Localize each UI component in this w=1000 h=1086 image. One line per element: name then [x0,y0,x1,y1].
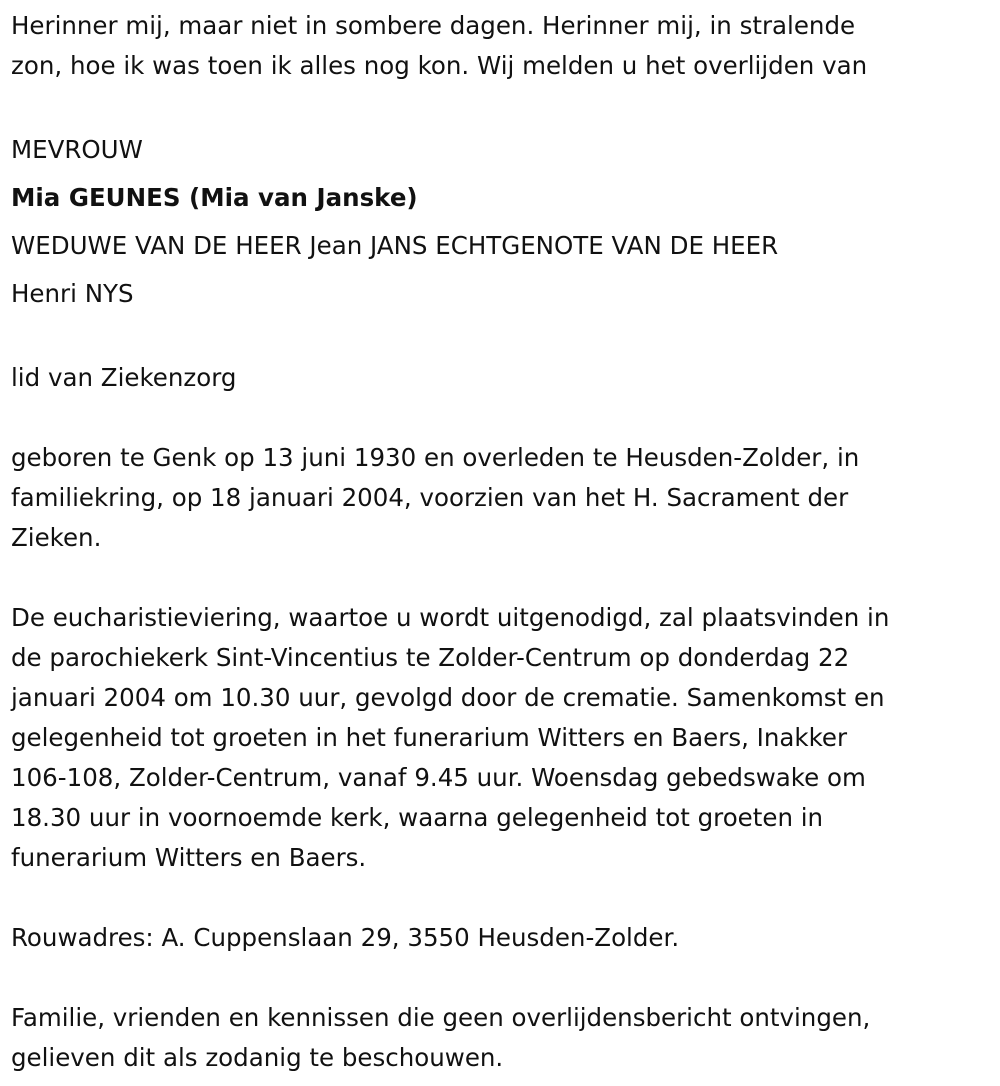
deceased-title: MEVROUW [11,135,143,164]
intro-line-2: zon, hoe ik was toen ik alles nog kon. Wij melden u het overlijden van [11,51,868,80]
spacer [11,958,960,998]
ceremony-line-4: gelegenheid tot groeten in het funerarium Witters en Baers, Inakker [11,723,848,752]
spacer [11,318,960,358]
deceased-relation-line-2: Henri NYS [11,279,134,308]
birth-death-line-1: geboren te Genk op 13 juni 1930 en overleden te Heusden-Zolder, in [11,443,860,472]
ceremony-line-7: funerarium Witters en Baers. [11,843,367,872]
closing-paragraph [11,998,960,1078]
ceremony-line-2: de parochiekerk Sint-Vincentius te Zolder-Centrum op donderdag 22 [11,643,850,672]
ceremony-line-5: 106-108, Zolder-Centrum, vanaf 9.45 uur. Woensdag gebedswake om [11,763,866,792]
ceremony-line-1: De eucharistieviering, waartoe u wordt uitgenodigd, zal plaatsvinden in [11,603,890,632]
closing-line-1: Familie, vrienden en kennissen die geen overlijdensbericht ontvingen, [11,1003,871,1032]
closing-line-2: gelieven dit als zodanig te beschouwen. [11,1043,504,1072]
deceased-block [11,126,960,318]
birth-death-line-2: familiekring, op 18 januari 2004, voorzien van het H. Sacrament der [11,483,849,512]
intro-line-1: Herinner mij, maar niet in sombere dagen. Herinner mij, in stralende [11,11,856,40]
intro-verse [11,6,960,86]
ceremony-line-3: januari 2004 om 10.30 uur, gevolgd door de crematie. Samenkomst en [11,683,885,712]
ceremony-line-6: 18.30 uur in voornoemde kerk, waarna gelegenheid tot groeten in [11,803,824,832]
birth-death-line-3: Zieken. [11,523,102,552]
spacer [11,878,960,918]
membership: lid van Ziekenzorg [11,363,237,392]
spacer [11,398,960,438]
spacer [11,86,960,126]
birth-death-paragraph [11,438,960,558]
mourning-address: Rouwadres: A. Cuppenslaan 29, 3550 Heusden-Zolder. [11,923,680,952]
ceremony-paragraph [11,598,960,878]
spacer [11,558,960,598]
deceased-name: Mia GEUNES (Mia van Janske) [11,183,418,212]
deceased-relation-line-1: WEDUWE VAN DE HEER Jean JANS ECHTGENOTE VAN DE HEER [11,231,779,260]
